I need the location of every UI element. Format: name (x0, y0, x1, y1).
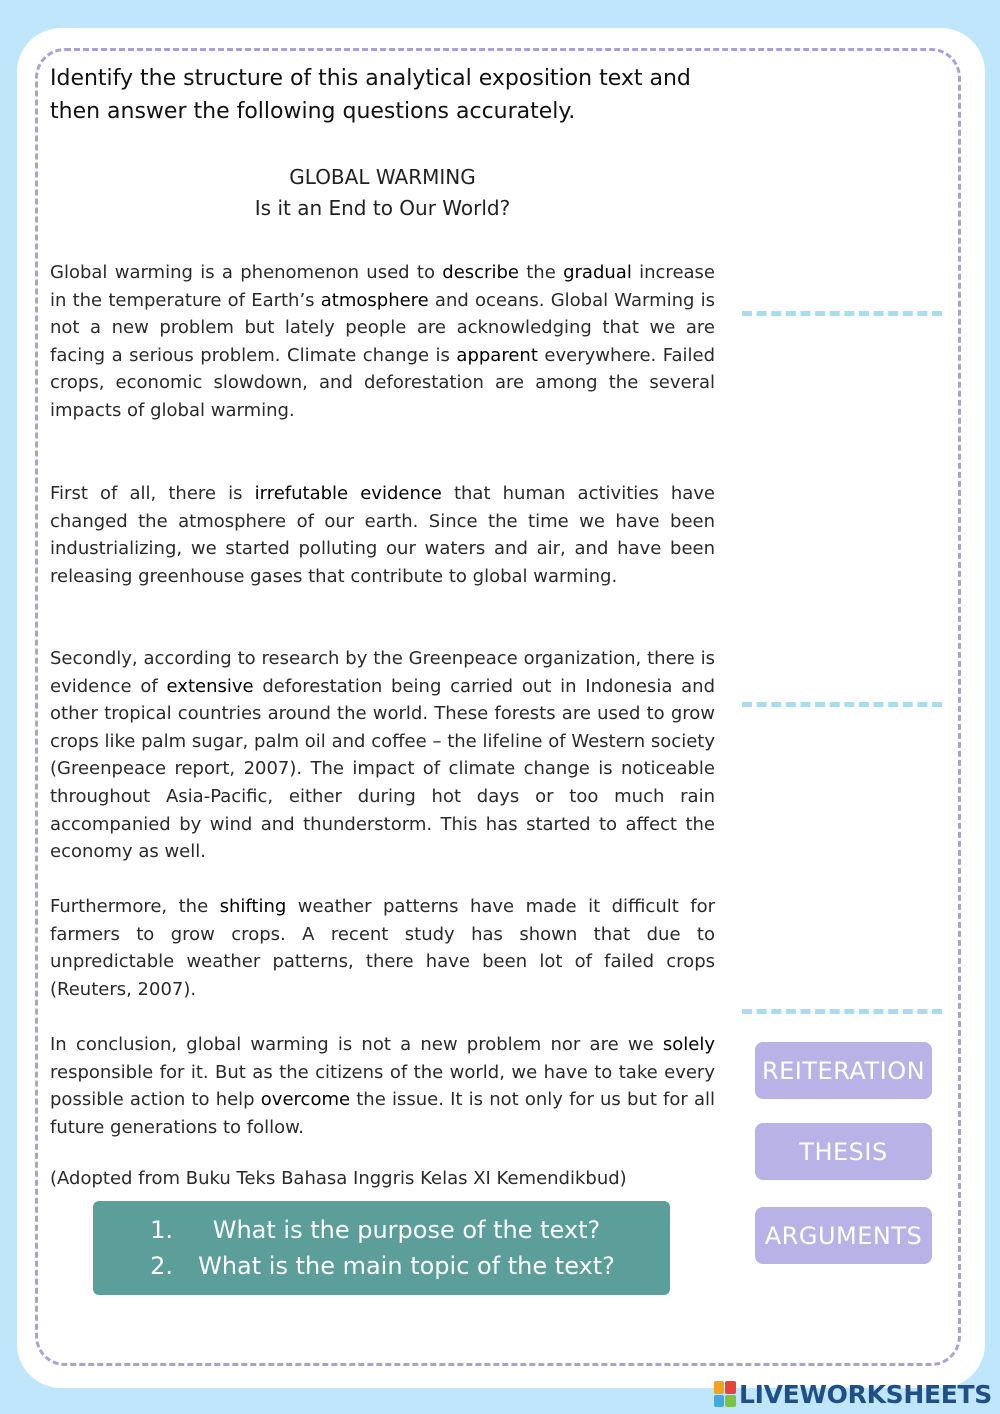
paragraph-argument-3: Furthermore, the shifting weather patterns have made it difficult for farmers to grow crops. A recent study has shown that due to unpredictable weather patterns, there have been lot of failed crops (Reuters, 2007). (50, 896, 715, 1000)
source-citation: (Adopted from Buku Teks Bahasa Inggris Kelas XI Kemendikbud) (50, 1168, 627, 1189)
brand-name: LIVEWORKSHEETS (738, 1379, 992, 1409)
draggable-label-reiteration[interactable]: REITERATION (755, 1042, 932, 1099)
question-item (93, 1212, 670, 1248)
paragraph-argument-1: First of all, there is irrefutable evidence that human activities have changed the atmosphere of our earth. Since the time we have been industrializing, we started polluting our waters and air, and have been releasing greenhouse gases that contribute to global warming. (50, 483, 716, 587)
brand-grid-icon (714, 1381, 736, 1407)
article-title: GLOBAL WARMING (289, 165, 476, 189)
vocabulary-word: describe (442, 262, 519, 283)
paragraph-reiteration: In conclusion, global warming is not a new problem nor are we solely responsible for it. But as the citizens of the world, we have to take every possible action to help overcome the issue. It is not only for us but for all future generations to follow. (50, 1034, 716, 1138)
question-text: What is the purpose of the text? (212, 1216, 601, 1244)
draggable-label-arguments[interactable]: ARGUMENTS (755, 1207, 932, 1264)
instructions: Identify the structure of this analytical exposition text and then answer the following questions accurately. (50, 66, 691, 124)
vocabulary-word: extensive (166, 675, 254, 697)
vocabulary-word: overcome (260, 1089, 351, 1111)
question-number: 2. (150, 1252, 173, 1280)
answer-drop-zone-3[interactable] (742, 1009, 942, 1014)
question-text: What is the main topic of the text? (198, 1252, 615, 1280)
vocabulary-word: apparent (456, 344, 538, 366)
article-subtitle: Is it an End to Our World? (254, 196, 511, 220)
liveworksheets-logo (714, 1378, 992, 1410)
vocabulary-word: solely (662, 1034, 715, 1055)
questions-box (93, 1201, 670, 1295)
paragraph-argument-2: Secondly, according to research by the Greenpeace organization, there is evidence of extensive deforestation being carried out in Indonesia and other tropical countries around the world. These forests are used to grow crops like palm sugar, palm oil and coffee – the lifeline of Western society (Greenpeace report, 2007). The impact of climate change is noticeable throughout Asia-Pacific, either during hot days or too much rain accompanied by wind and thunderstorm. This has started to affect the economy as well. (50, 648, 715, 863)
answer-drop-zone-2[interactable] (742, 702, 942, 707)
draggable-label-thesis[interactable]: THESIS (755, 1123, 932, 1180)
paragraph-thesis: Global warming is a phenomenon used to describe the gradual increase in the temperature of Earth’s atmosphere and oceans. Global Warming is not a new problem but lately people are acknowledging that we are facing a serious problem. Climate change is apparent everywhere. Failed crops, economic slowdown, and deforestation are among the several impacts of global warming. (50, 262, 715, 421)
vocabulary-word: irrefutable evidence (254, 483, 442, 504)
vocabulary-word: gradual (563, 262, 632, 283)
vocabulary-word: shifting (219, 896, 287, 917)
vocabulary-word: atmosphere (320, 289, 429, 311)
answer-drop-zone-1[interactable] (742, 311, 942, 316)
question-item (93, 1248, 670, 1284)
question-number: 1. (150, 1216, 173, 1244)
article-title-block (50, 162, 715, 224)
